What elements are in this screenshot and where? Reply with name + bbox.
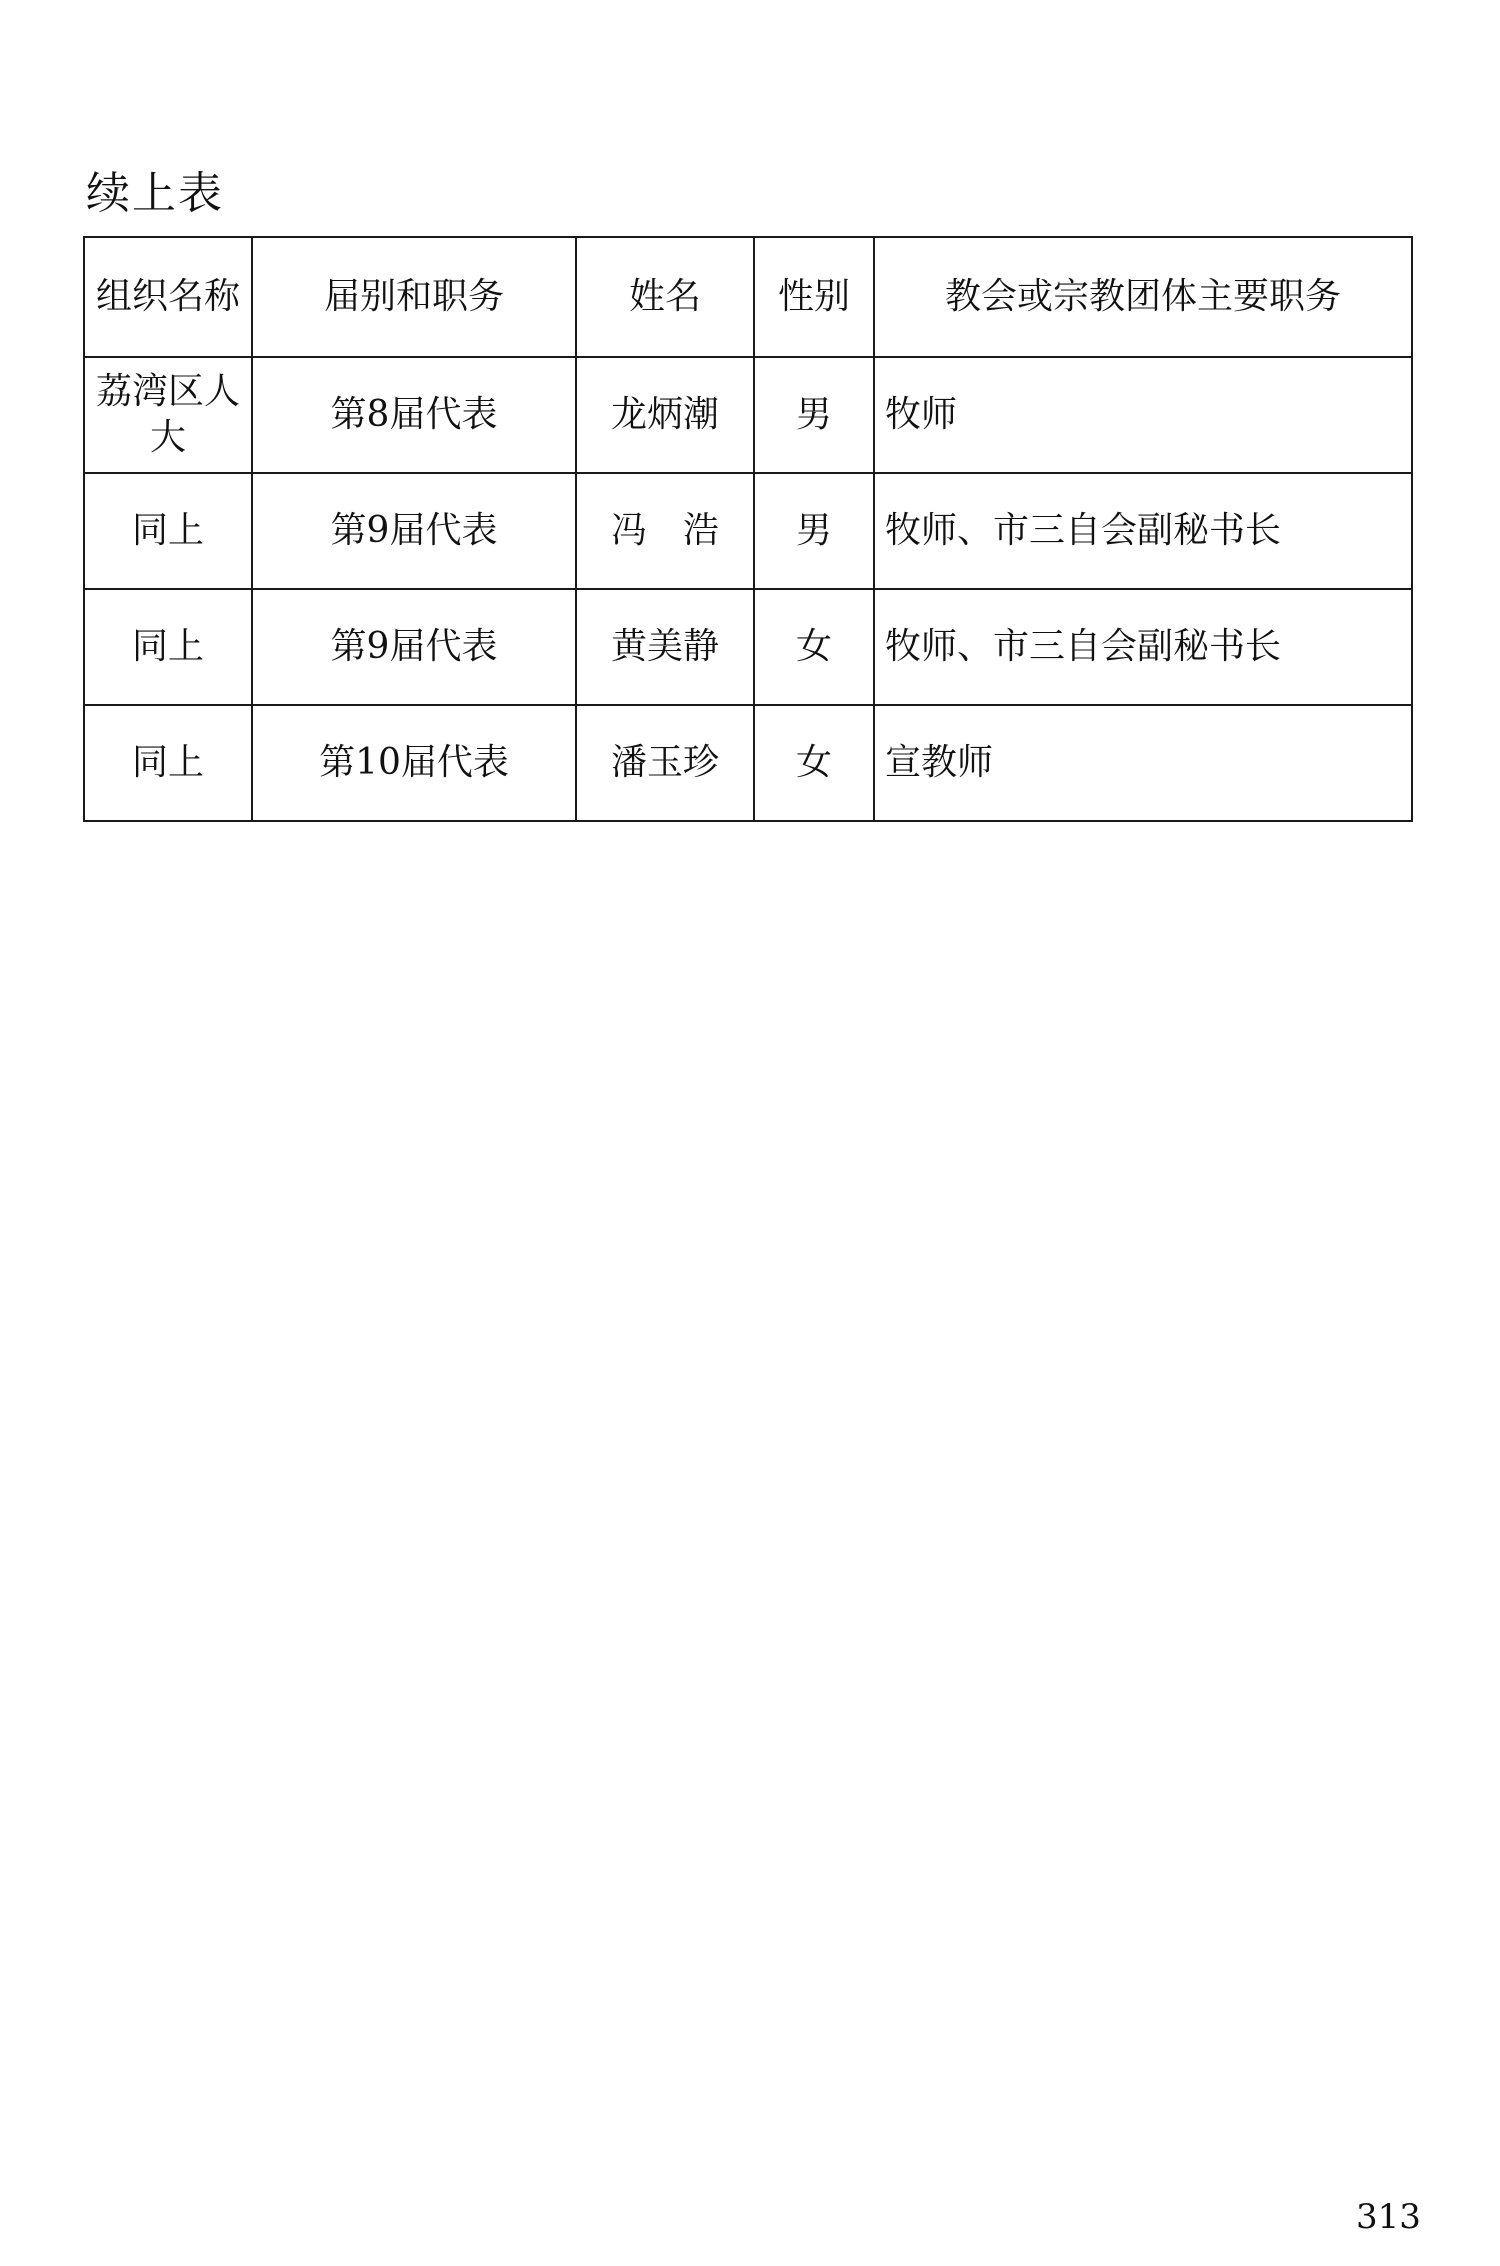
table-row	[84, 357, 1412, 473]
cell-org: 荔湾区人大	[84, 357, 252, 473]
cell-org: 同上	[84, 705, 252, 821]
table-header-row	[84, 237, 1412, 357]
header-org: 组织名称	[84, 237, 252, 357]
cell-term: 第9届代表	[252, 589, 576, 705]
cell-duty: 宣教师	[874, 705, 1412, 821]
table-caption: 续上表	[86, 168, 224, 219]
cell-term: 第9届代表	[252, 473, 576, 589]
cell-org: 同上	[84, 589, 252, 705]
header-term: 届别和职务	[252, 237, 576, 357]
cell-name: 冯 浩	[576, 473, 754, 589]
cell-sex: 女	[754, 705, 874, 821]
cell-name: 龙炳潮	[576, 357, 754, 473]
table-row	[84, 473, 1412, 589]
cell-sex: 女	[754, 589, 874, 705]
cell-term: 第10届代表	[252, 705, 576, 821]
header-sex: 性别	[754, 237, 874, 357]
header-duty: 教会或宗教团体主要职务	[874, 237, 1412, 357]
cell-duty: 牧师	[874, 357, 1412, 473]
representatives-table	[83, 236, 1413, 822]
cell-name: 潘玉珍	[576, 705, 754, 821]
cell-duty: 牧师、市三自会副秘书长	[874, 589, 1412, 705]
cell-sex: 男	[754, 357, 874, 473]
page-number: 313	[1356, 2197, 1421, 2237]
table-row	[84, 589, 1412, 705]
cell-sex: 男	[754, 473, 874, 589]
cell-org: 同上	[84, 473, 252, 589]
cell-term: 第8届代表	[252, 357, 576, 473]
cell-name: 黄美静	[576, 589, 754, 705]
cell-duty: 牧师、市三自会副秘书长	[874, 473, 1412, 589]
header-name: 姓名	[576, 237, 754, 357]
table-row	[84, 705, 1412, 821]
